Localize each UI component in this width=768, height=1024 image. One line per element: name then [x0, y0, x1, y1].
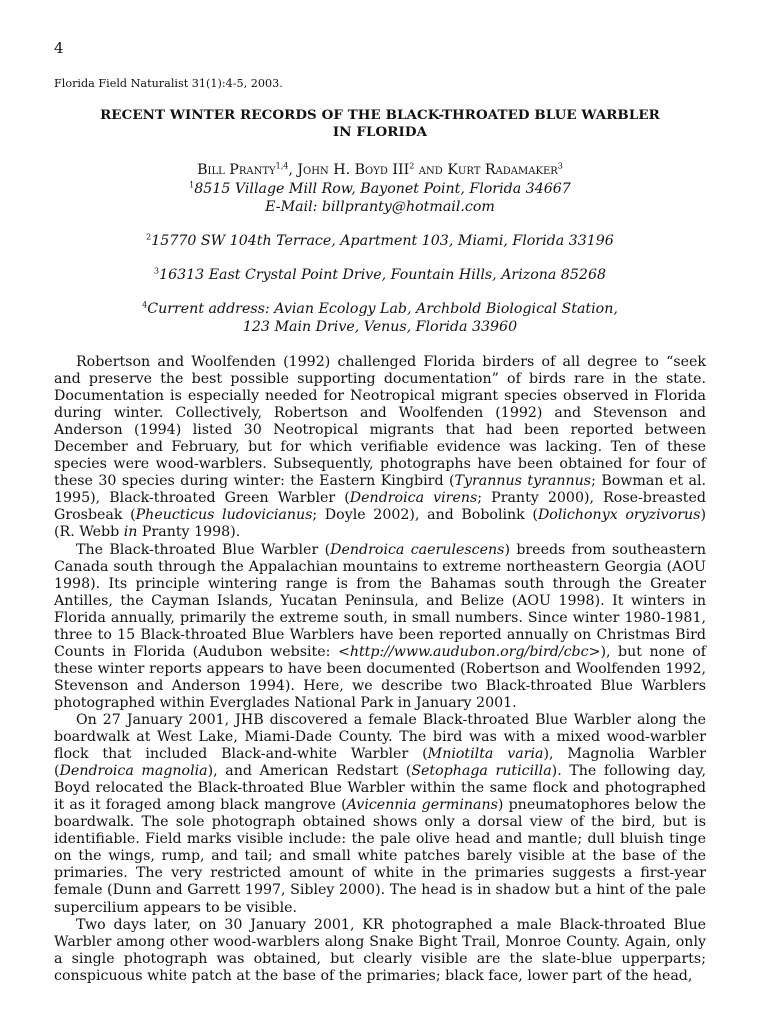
address-3: 16313 East Crystal Point Drive, Fountain Hills, Arizona 85268 [159, 267, 607, 283]
affiliation-marker: 3 [153, 266, 160, 276]
author-separator: , [288, 162, 298, 178]
paragraph-4: Two days later, on 30 January 2001, KR photographed a male Black-throated Blue Warbler among other wood-warblers along Snake Bight Trail, Monroe County. Again, only a single photograph was obtained, but clearly visible are the slate-blue upperparts; conspicuous white patch at the base of the primaries; black face, lower part of the head, [54, 916, 706, 984]
species-name: Dendroica virens [349, 490, 478, 507]
italic-word: in [123, 524, 138, 541]
paragraph-3: On 27 January 2001, JHB discovered a female Black-throated Blue Warbler along the boardwalk at West Lake, Miami-Dade County. The bird was with a mixed wood-warbler flock that included Black-and-white Warbler (Mniotilta varia), Magnolia Warbler (Dendroica magnolia), and American Redstart (Setophaga ruticilla). The following day, Boyd relocated the Black-throated Blue Warbler within the same flock and photographed it as it foraged among black mangrove (Avicennia germinans) pneumatophores below the boardwalk. The sole photograph obtained shows only a dorsal view of the bird, but is identifiable. Field marks visible include: the pale olive head and mantle; dull bluish tinge on the wings, rump, and tail; and small white patches barely visible at the base of the primaries. The very restricted amount of white in the primaries suggests a first-year female (Dunn and Garrett 1997, Sibley 2000). The head is in shadow but a hint of the pale supercilium appears to be visible. [54, 711, 706, 916]
species-name: Dendroica caerulescens [330, 541, 505, 558]
author-2: John H. Boyd III [297, 162, 410, 178]
article-body [54, 354, 706, 985]
author-3: Kurt Radamaker [447, 162, 558, 178]
affiliation-4 [54, 300, 706, 336]
affiliation-1 [54, 180, 706, 216]
species-name: Avicennia germinans [346, 797, 498, 814]
species-name: Tyrannus tyrannus [454, 473, 592, 490]
address-4-line-1: Current address: Avian Ecology Lab, Archbold Biological Station, [147, 301, 618, 317]
address-1: 8515 Village Mill Row, Bayonet Point, Florida 34667 [194, 181, 571, 197]
author-separator: and [414, 162, 448, 178]
article-title [54, 107, 706, 141]
paragraph-1: Robertson and Woolfenden (1992) challenged Florida birders of all degree to “seek and preserve the best possible supporting documentation” of birds rare in the state. Documentation is especially needed for Neotropical migrant species observed in Florida during winter. Collectively, Robertson and Woolfenden (1992) and Stevenson and Anderson (1994) listed 30 Neotropical migrants that had been reported between December and February, but for which verifiable evidence was lacking. Ten of these species were wood-warblers. Subsequently, photographs have been obtained for four of these 30 species during winter: the Eastern Kingbird (Tyrannus tyrannus; Bowman et al. 1995), Black-throated Green Warbler (Dendroica virens; Pranty 2000), Rose-breasted Grosbeak (Pheucticus ludovicianus; Doyle 2002), and Bobolink (Dolichonyx oryzivorus) (R. Webb in Pranty 1998). [54, 354, 707, 541]
species-name: Dolichonyx oryzivorus [537, 507, 701, 524]
author-list [54, 161, 706, 180]
author-2-affiliation: 2 [409, 161, 415, 171]
address-2: 15770 SW 104th Terrace, Apartment 103, Miami, Florida 33196 [151, 233, 614, 249]
address-4-line-2: 123 Main Drive, Venus, Florida 33960 [242, 319, 518, 335]
website-url: http://www.audubon.org/bird/cbc [349, 643, 589, 660]
affiliation-marker: 1 [189, 180, 195, 190]
author-1: Bill Pranty [197, 162, 276, 178]
author-1-affiliation: 1,4 [275, 161, 289, 171]
affiliation-2 [54, 232, 706, 250]
species-name: Setophaga ruticilla [411, 763, 552, 780]
author-email: E-Mail: billpranty@hotmail.com [265, 199, 495, 215]
author-3-affiliation: 3 [557, 161, 563, 171]
title-line-1: RECENT WINTER RECORDS OF THE BLACK-THROATED BLUE WARBLER [100, 107, 660, 123]
journal-citation: Florida Field Naturalist 31(1):4-5, 2003. [54, 77, 283, 90]
page-number: 4 [54, 39, 64, 57]
title-line-2: IN FLORIDA [332, 124, 428, 140]
species-name: Mniotilta varia [427, 746, 544, 763]
paragraph-2: The Black-throated Blue Warbler (Dendroica caerulescens) breeds from southeastern Canada south through the Appalachian mountains to extreme northeastern Georgia (AOU 1998). Its principle wintering range is from the Bahamas south through the Greater Antilles, the Cayman Islands, Yucatan Peninsula, and Belize (AOU 1998). It winters in Florida annually, primarily the extreme south, in small numbers. Since winter 1980-1981, three to 15 Black-throated Blue Warblers have been reported annually on Christmas Bird Counts in Florida (Audubon website: <http://www.audubon.org/bird/cbc>), but none of these winter reports appears to have been documented (Robertson and Woolfenden 1992, Stevenson and Anderson 1994). Here, we describe two Black-throated Blue Warblers photographed within Everglades National Park in January 2001. [54, 541, 707, 711]
species-name: Dendroica magnolia [59, 763, 208, 780]
affiliation-marker: 2 [146, 232, 152, 242]
affiliation-3 [54, 266, 706, 284]
species-name: Pheucticus ludovicianus [135, 507, 313, 524]
affiliation-marker: 4 [142, 300, 148, 310]
